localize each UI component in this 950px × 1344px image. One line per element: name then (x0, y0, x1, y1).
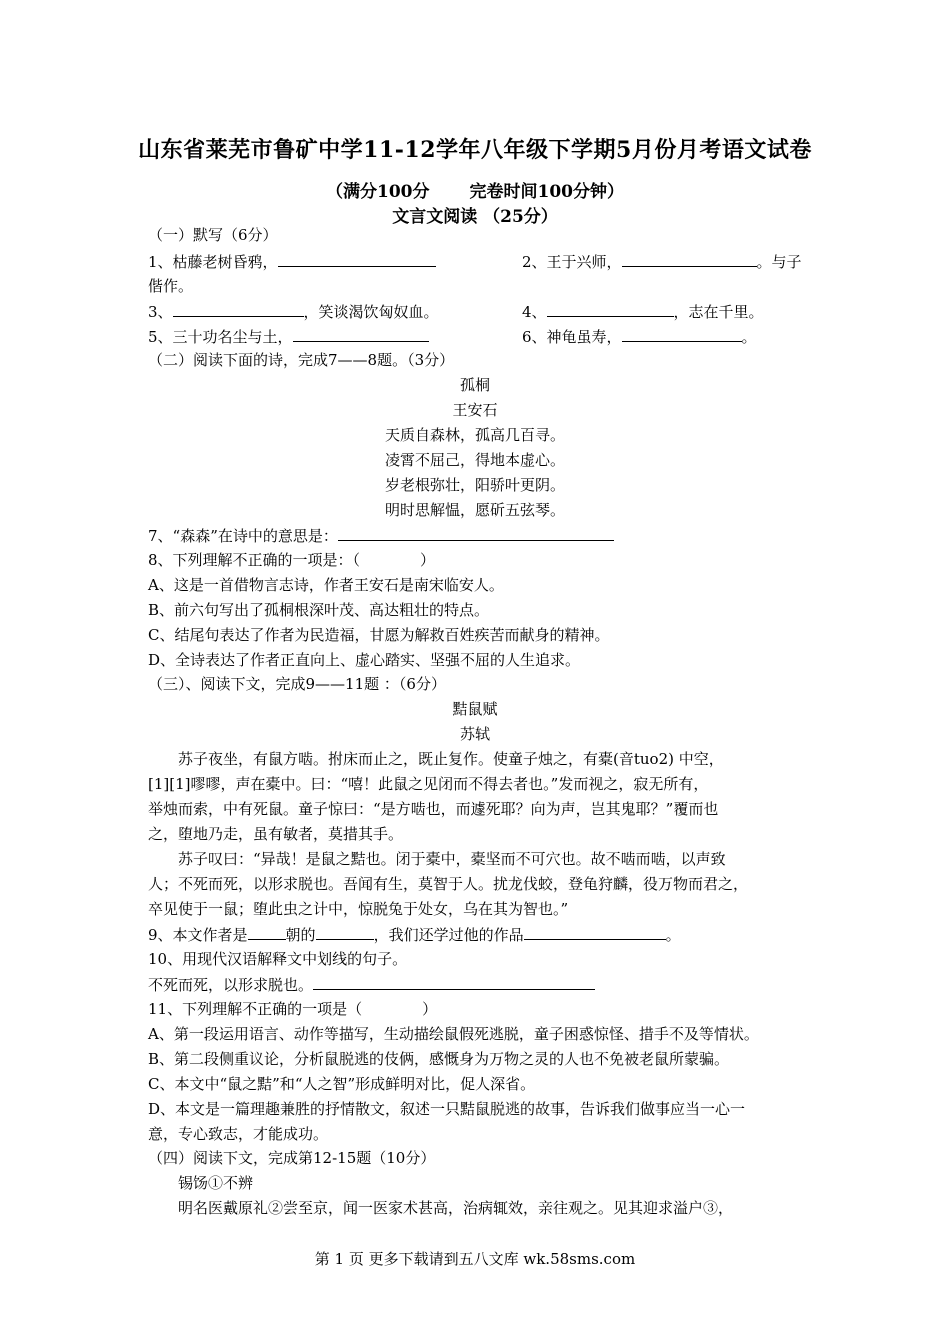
part1-header: （一）默写（6分） (148, 226, 278, 244)
question-10-sentence: 不死而死，以形求脱也。 (148, 974, 595, 995)
question-5: 5、三十功名尘与土， (148, 326, 429, 347)
paragraph-line: 举烛而索，中有死鼠。童子惊曰：“是方啮也，而遽死耶？向为声，岂其鬼耶？”覆而也 (148, 800, 719, 818)
poem-title: 孤桐 (459, 376, 490, 394)
option-c: C、结尾句表达了作者为民造福，甘愿为解救百姓疾苦而献身的精神。 (148, 626, 610, 644)
option-a: A、这是一首借物言志诗，作者王安石是南宋临安人。 (148, 576, 504, 594)
page-title: 山东省莱芜市鲁矿中学11-12学年八年级下学期5月份月考语文试卷 (138, 137, 812, 163)
paragraph-line: 苏子夜坐，有鼠方啮。拊床而止之，既止复作。使童子烛之，有橐(音tuo2) 中空， (178, 750, 724, 768)
answer-blank-4[interactable] (547, 301, 674, 317)
paragraph-line: [1][1]嘐嘐，声在橐中。曰：“嘻！此鼠之见闭而不得去者也。”发而视之，寂无所有， (148, 775, 709, 793)
question-8: 8、下列理解不正确的一项是：（ ） (148, 551, 436, 569)
paragraph-line: 人；不死而死，以形求脱也。吾闻有生，莫智于人。扰龙伐蛟，登龟狩麟，役万物而君之， (148, 875, 749, 893)
page-footer: 第 1 页 更多下载请到五八文库 wk.58sms.com (314, 1250, 636, 1268)
question-3: 3、 ，笑谈渴饮匈奴血。 (148, 303, 439, 321)
answer-blank-6[interactable] (622, 326, 742, 342)
part4-header: （四）阅读下文，完成第12-15题（10分） (148, 1149, 436, 1167)
time-info: 完卷时间100分钟） (469, 182, 624, 202)
answer-blank-7[interactable] (338, 525, 614, 541)
question-7: 7、“森森”在诗中的意思是： (148, 525, 614, 546)
answer-blank-5[interactable] (293, 326, 429, 342)
option-b: B、前六句写出了孤桐根深叶茂、高达粗壮的特点。 (148, 601, 490, 619)
paragraph-line: 苏子叹曰：“异哉！是鼠之黠也。闭于橐中，橐坚而不可穴也。故不啮而啮，以声致 (178, 850, 726, 868)
option-d: D、全诗表达了作者正直向上、虚心踏实、坚强不屈的人生追求。 (148, 651, 581, 669)
question-4: 4、 ，志在千里。 (522, 303, 764, 321)
score-info: （满分100分 (326, 182, 430, 202)
answer-blank-1[interactable] (278, 251, 436, 267)
question-10: 10、用现代汉语解释文中划线的句子。 (148, 950, 408, 968)
answer-blank-3[interactable] (173, 301, 304, 317)
question-2-cont: 偕作。 (148, 277, 194, 295)
question-11: 11、下列理解不正确的一项是（ ） (148, 1000, 438, 1018)
answer-blank-2[interactable] (622, 251, 757, 267)
question-6: 6、神龟虽寿， 。 (522, 328, 757, 346)
poem-line: 天质自森林，孤高几百寻。 (384, 426, 565, 444)
part2-header: （二）阅读下面的诗，完成7——8题。（3分） (148, 351, 455, 369)
option-d: D、本文是一篇理趣兼胜的抒情散文，叙述一只黠鼠脱逃的故事，告诉我们做事应当一心一 (148, 1100, 746, 1118)
poem-line: 明时思解愠，愿斫五弦琴。 (384, 501, 565, 519)
text-title: 锡饧①不辨 (178, 1174, 254, 1192)
question-1: 1、枯藤老树昏鸦， (148, 251, 436, 272)
paragraph-line: 明名医戴原礼②尝至京，闻一医家术甚高，治病辄效，亲往观之。见其迎求溢户③， (178, 1199, 734, 1217)
question-9: 9、本文作者是 朝的 ，我们还学过他的作品 。 (148, 926, 681, 944)
option-c: C、本文中“鼠之黠”和“人之智”形成鲜明对比，促人深省。 (148, 1075, 536, 1093)
paragraph-line: 卒见使于一鼠；堕此虫之计中，惊脱兔于处女，乌在其为智也。” (148, 900, 569, 918)
question-2: 2、王于兴师， 。与子 (522, 253, 802, 271)
part3-header: （三）、阅读下文，完成9——11题 ：（6分） (148, 675, 446, 693)
option-a: A、第一段运用语言、动作等描写，生动描绘鼠假死逃脱，童子困惑惊怪、措手不及等情状。 (148, 1025, 759, 1043)
answer-blank-9c[interactable] (524, 924, 666, 940)
option-b: B、第二段侧重议论，分析鼠脱逃的伎俩，感慨身为万物之灵的人也不免被老鼠所蒙骗。 (148, 1050, 730, 1068)
answer-blank-9b[interactable] (316, 924, 374, 940)
text-author: 苏轼 (459, 725, 490, 743)
option-d-cont: 意，专心致志，才能成功。 (148, 1125, 329, 1143)
poem-author: 王安石 (452, 401, 498, 419)
answer-blank-9a[interactable] (248, 924, 286, 940)
paragraph-line: 之，堕地乃走，虽有敏者，莫措其手。 (148, 825, 404, 843)
poem-line: 凌霄不屈己，得地本虚心。 (384, 451, 565, 469)
answer-blank-10[interactable] (313, 974, 595, 990)
text-title: 黠鼠赋 (452, 700, 498, 718)
poem-line: 岁老根弥壮，阳骄叶更阴。 (384, 476, 565, 494)
section-title: 文言文阅读 （25分） (392, 207, 558, 227)
exam-info (0, 177, 950, 202)
